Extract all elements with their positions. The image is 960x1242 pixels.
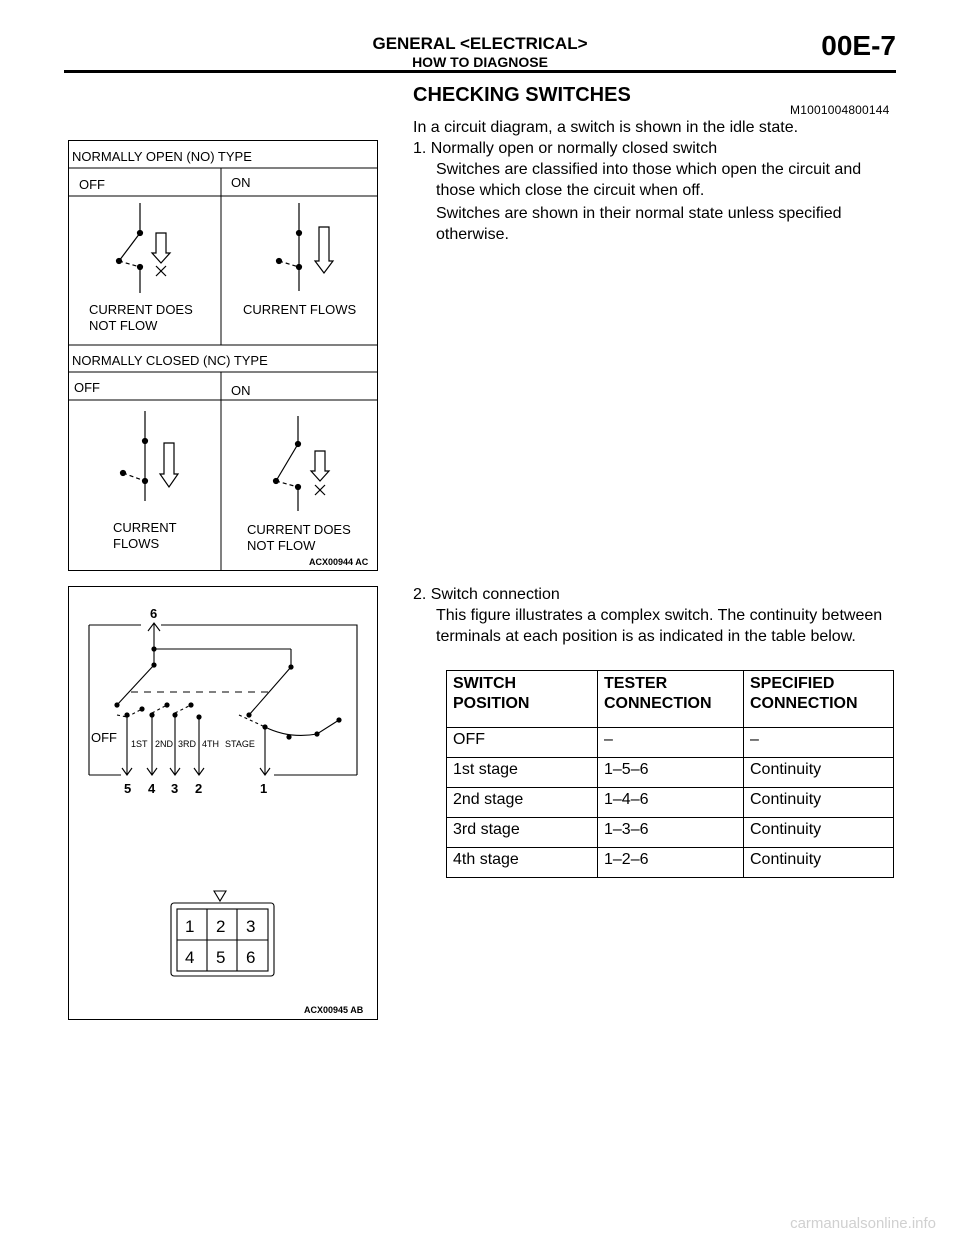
table-header-cell: SPECIFIED CONNECTION [744,671,894,728]
intro-text: In a circuit diagram, a switch is shown in the idle state. [413,119,799,136]
no-off-caption-2: NOT FLOW [89,318,158,333]
watermark: carmanualsonline.info [790,1215,936,1232]
table-cell: 2nd stage [447,788,598,818]
terminal-6-label: 6 [150,606,158,621]
no-on-caption: CURRENT FLOWS [243,302,357,317]
nc-on-caption-2: NOT FLOW [247,538,316,553]
no-on-switch-symbol [277,203,334,291]
item1-paragraph-2: Switches are shown in their normal state unless specified otherwise. [436,205,842,243]
nc-off-switch-symbol [121,411,179,501]
nc-off-caption-2: FLOWS [113,536,160,551]
section-code: M1001004800144 [790,103,890,117]
connector-pin-5: 5 [216,948,226,967]
figure1-id: ACX00944 AC [309,557,369,567]
table-header-row [447,671,894,728]
stage-word-label: STAGE [225,739,255,749]
table-cell: 1–4–6 [598,788,744,818]
stage-3rd-label: 3RD [178,739,197,749]
header-title: GENERAL <ELECTRICAL> [372,34,588,53]
item1-paragraph-1: Switches are classified into those which open the circuit and those which close the circuit when off. [436,161,862,199]
nc-on-switch-symbol [274,416,330,511]
table-cell: 4th stage [447,848,598,878]
terminal-3-label: 3 [171,781,179,796]
terminal-1-label: 1 [260,781,268,796]
table-cell: – [744,728,894,758]
table-header-cell: SWITCH POSITION [447,671,598,728]
table-row [447,818,894,848]
switch-types-diagram [69,141,377,570]
table-cell: Continuity [744,818,894,848]
table-row [447,788,894,818]
header-rule [64,70,896,73]
connector-pin-6: 6 [246,948,256,967]
connector-pin-2: 2 [216,917,226,936]
table-row [447,848,894,878]
off-position-label: OFF [91,730,117,745]
no-off-label: OFF [79,177,105,192]
table-cell: Continuity [744,788,894,818]
complex-switch-diagram [69,587,377,1019]
table-row [447,758,894,788]
stage-1st-label: 1ST [131,739,148,749]
table-cell: OFF [447,728,598,758]
nc-type-label: NORMALLY CLOSED (NC) TYPE [72,353,268,368]
page-number: 00E-7 [821,30,896,61]
item2-paragraph: This figure illustrates a complex switch. The continuity between terminals at each position is as indicated in the table below. [436,607,883,645]
connector-pin-4: 4 [185,948,195,967]
table-cell: Continuity [744,758,894,788]
table-cell: 3rd stage [447,818,598,848]
table-header-cell: TESTER CONNECTION [598,671,744,728]
no-on-label: ON [231,175,251,190]
figure-complex-switch [68,586,378,1020]
nc-on-label: ON [231,383,251,398]
no-off-caption-1: CURRENT DOES [89,302,193,317]
table-cell: 1–3–6 [598,818,744,848]
table-cell: Continuity [744,848,894,878]
nc-on-caption-1: CURRENT DOES [247,522,351,537]
connector-pin-1: 1 [185,917,195,936]
item1-heading: 1. Normally open or normally closed switch [413,140,718,157]
connector-pin-3: 3 [246,917,256,936]
no-off-switch-symbol [117,203,171,293]
stage-2nd-label: 2ND [155,739,174,749]
stage-4th-label: 4TH [202,739,220,749]
terminal-2-label: 2 [195,781,203,796]
figure2-id: ACX00945 AB [304,1005,364,1015]
nc-off-label: OFF [74,380,100,395]
nc-off-caption-1: CURRENT [113,520,177,535]
table-cell: 1–5–6 [598,758,744,788]
item2-heading: 2. Switch connection [413,586,560,603]
section-title: CHECKING SWITCHES [413,84,631,106]
figure-switch-types [68,140,378,571]
terminal-5-label: 5 [124,781,132,796]
continuity-table [446,670,894,878]
no-type-label: NORMALLY OPEN (NO) TYPE [72,149,252,164]
table-row [447,728,894,758]
terminal-4-label: 4 [148,781,156,796]
header-subtitle: HOW TO DIAGNOSE [412,54,548,70]
table-cell: 1st stage [447,758,598,788]
table-cell: – [598,728,744,758]
table-cell: 1–2–6 [598,848,744,878]
